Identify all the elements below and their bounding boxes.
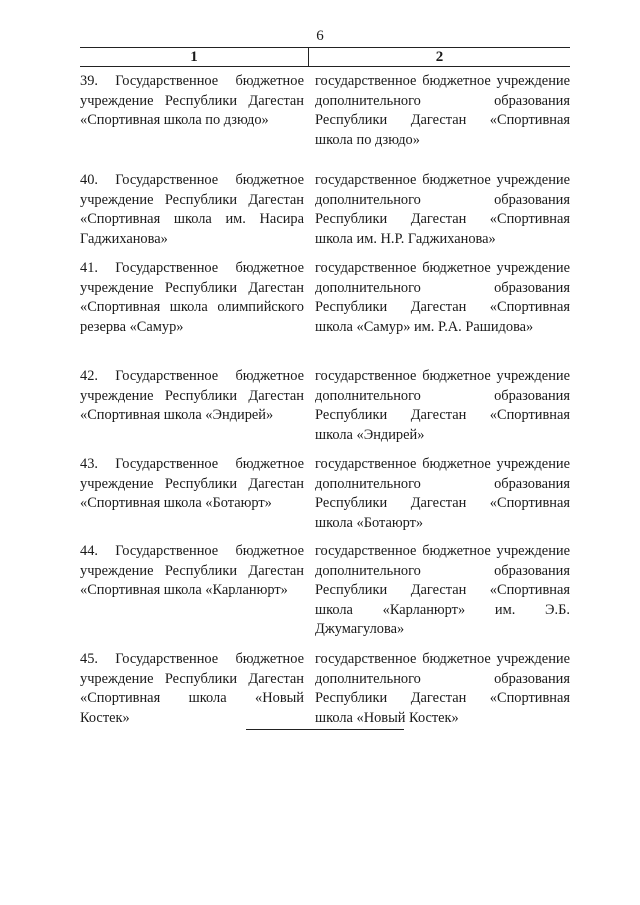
old-name-cell: 41. Государственное бюджетное учреждение Республики Дагестан «Спортивная школа олимпийского резерва «Самур»: [80, 260, 304, 335]
table-row: [80, 259, 570, 367]
old-name-cell: 39. Государственное бюджетное учреждение Республики Дагестан «Спортивная школа по дзюдо»: [80, 73, 304, 129]
new-name-cell: государственное бюджетное учреждение дополнительного образования Республики Дагестан «Спортивная школа «Ботаюрт»: [315, 456, 570, 531]
new-name-cell: государственное бюджетное учреждение дополнительного образования Республики Дагестан «Спортивная школа «Новый Костек»: [315, 651, 570, 726]
column-header-2: 2: [435, 49, 444, 65]
old-name-cell: 45. Государственное бюджетное учреждение Республики Дагестан «Спортивная школа «Новый Костек»: [80, 651, 304, 726]
column-header-1: 1: [80, 48, 309, 66]
new-name-cell: государственное бюджетное учреждение дополнительного образования Республики Дагестан «Спортивная школа по дзюдо»: [315, 73, 570, 148]
table-row: [80, 650, 570, 730]
table-row: [80, 542, 570, 650]
table-row: [80, 171, 570, 259]
new-name-cell: государственное бюджетное учреждение дополнительного образования Республики Дагестан «Спортивная школа «Карланюрт» им. Э.Б. Джумагулова»: [315, 543, 570, 638]
table-row: [80, 367, 570, 455]
table-body: [80, 72, 570, 730]
table-header: [80, 47, 570, 67]
new-name-cell: государственное бюджетное учреждение дополнительного образования Республики Дагестан «Спортивная школа «Самур» им. Р.А. Рашидова»: [315, 260, 570, 335]
end-of-document-rule: [246, 729, 404, 730]
old-name-cell: 44. Государственное бюджетное учреждение Республики Дагестан «Спортивная школа «Карланюрт»: [80, 543, 304, 599]
new-name-cell: государственное бюджетное учреждение дополнительного образования Республики Дагестан «Спортивная школа «Эндирей»: [315, 368, 570, 443]
page-number: 6: [316, 28, 324, 44]
old-name-cell: 43. Государственное бюджетное учреждение Республики Дагестан «Спортивная школа «Ботаюрт»: [80, 456, 304, 512]
table-row: [80, 72, 570, 171]
institution-table: [80, 47, 570, 730]
old-name-cell: 40. Государственное бюджетное учреждение Республики Дагестан «Спортивная школа им. Насира Гаджиханова»: [80, 172, 304, 247]
old-name-cell: 42. Государственное бюджетное учреждение Республики Дагестан «Спортивная школа «Эндирей»: [80, 368, 304, 424]
table-row: [80, 455, 570, 542]
new-name-cell: государственное бюджетное учреждение дополнительного образования Республики Дагестан «Спортивная школа им. Н.Р. Гаджиханова»: [315, 172, 570, 247]
